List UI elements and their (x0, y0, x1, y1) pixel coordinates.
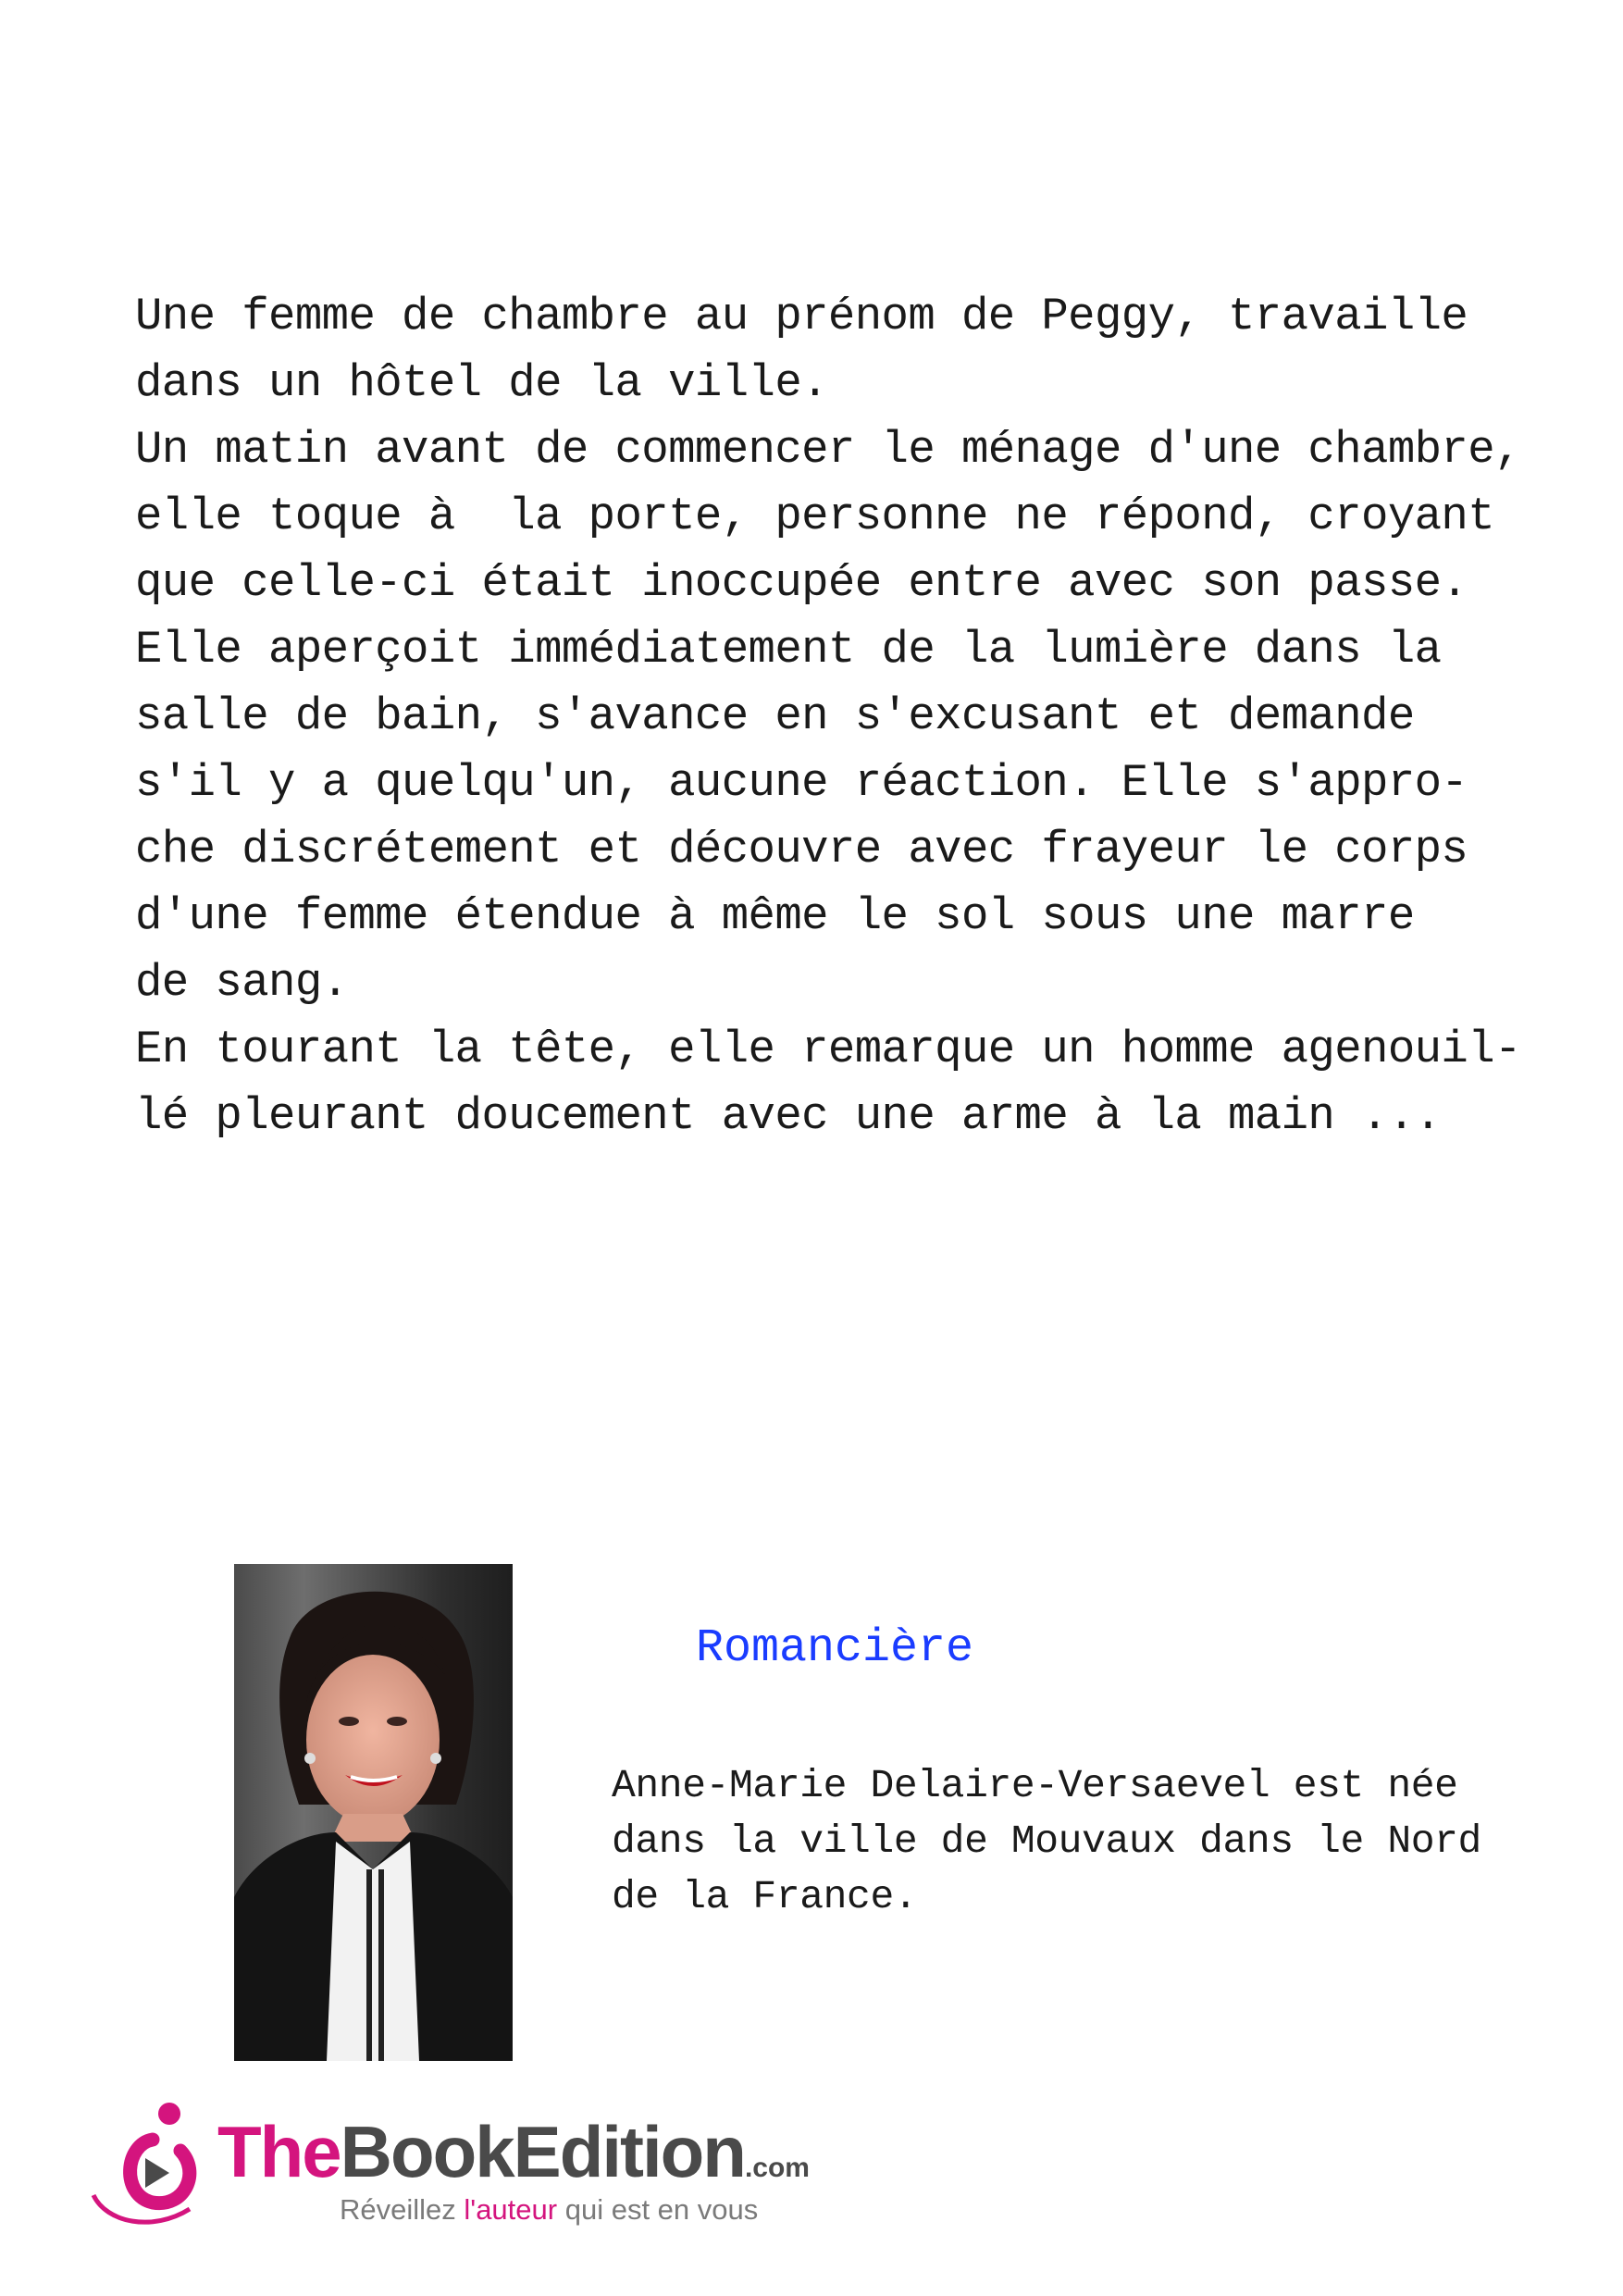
publisher-name-domain: .com (744, 2153, 810, 2183)
synopsis-line: d'une femme étendue à même le sol sous une marre (135, 890, 1415, 942)
synopsis-line: Une femme de chambre au prénom de Peggy, travaille (135, 291, 1468, 342)
author-bio-line: dans la ville de Mouvaux dans le Nord (612, 1818, 1481, 1864)
author-bio-line: de la France. (612, 1874, 918, 1919)
publisher-name-the: The (217, 2111, 341, 2192)
synopsis-line: elle toque à la porte, personne ne répond, croyant (135, 490, 1495, 542)
synopsis-line: que celle-ci était inoccupée entre avec son passe. (135, 557, 1468, 609)
synopsis-line: lé pleurant doucement avec une arme à la main ... (135, 1090, 1442, 1142)
synopsis-line: s'il y a quelqu'un, aucune réaction. Elle s'appro- (135, 757, 1468, 809)
synopsis-line: salle de bain, s'avance en s'excusant et demande (135, 690, 1415, 742)
synopsis-line: Elle aperçoit immédiatement de la lumière dans la (135, 624, 1442, 676)
publisher-name-book: Book (340, 2111, 514, 2192)
author-bio (612, 1758, 1602, 1925)
author-role: Romancière (696, 1622, 974, 1675)
synopsis-line: En tourant la tête, elle remarque un homme agenouil- (135, 1024, 1521, 1075)
synopsis-line: che discrétement et découvre avec frayeur le corps (135, 824, 1468, 875)
synopsis-line: Un matin avant de commencer le ménage d'une chambre, (135, 424, 1521, 476)
tagline-after: qui est en vous (557, 2193, 759, 2226)
tagline-before: Réveillez (340, 2193, 465, 2226)
synopsis-line: de sang. (135, 957, 349, 1009)
synopsis-line: dans un hôtel de la ville. (135, 357, 828, 409)
back-cover-synopsis (135, 283, 1579, 1149)
publisher-brand (88, 2093, 847, 2241)
author-bio-line: Anne-Marie Delaire-Versaevel est née (612, 1763, 1458, 1808)
author-photo (234, 1564, 513, 2061)
publisher-logo-icon (88, 2093, 217, 2232)
publisher-name-edition: Edition (513, 2111, 745, 2192)
tagline-accent: l'auteur (464, 2193, 558, 2226)
publisher-tagline (340, 2193, 758, 2227)
